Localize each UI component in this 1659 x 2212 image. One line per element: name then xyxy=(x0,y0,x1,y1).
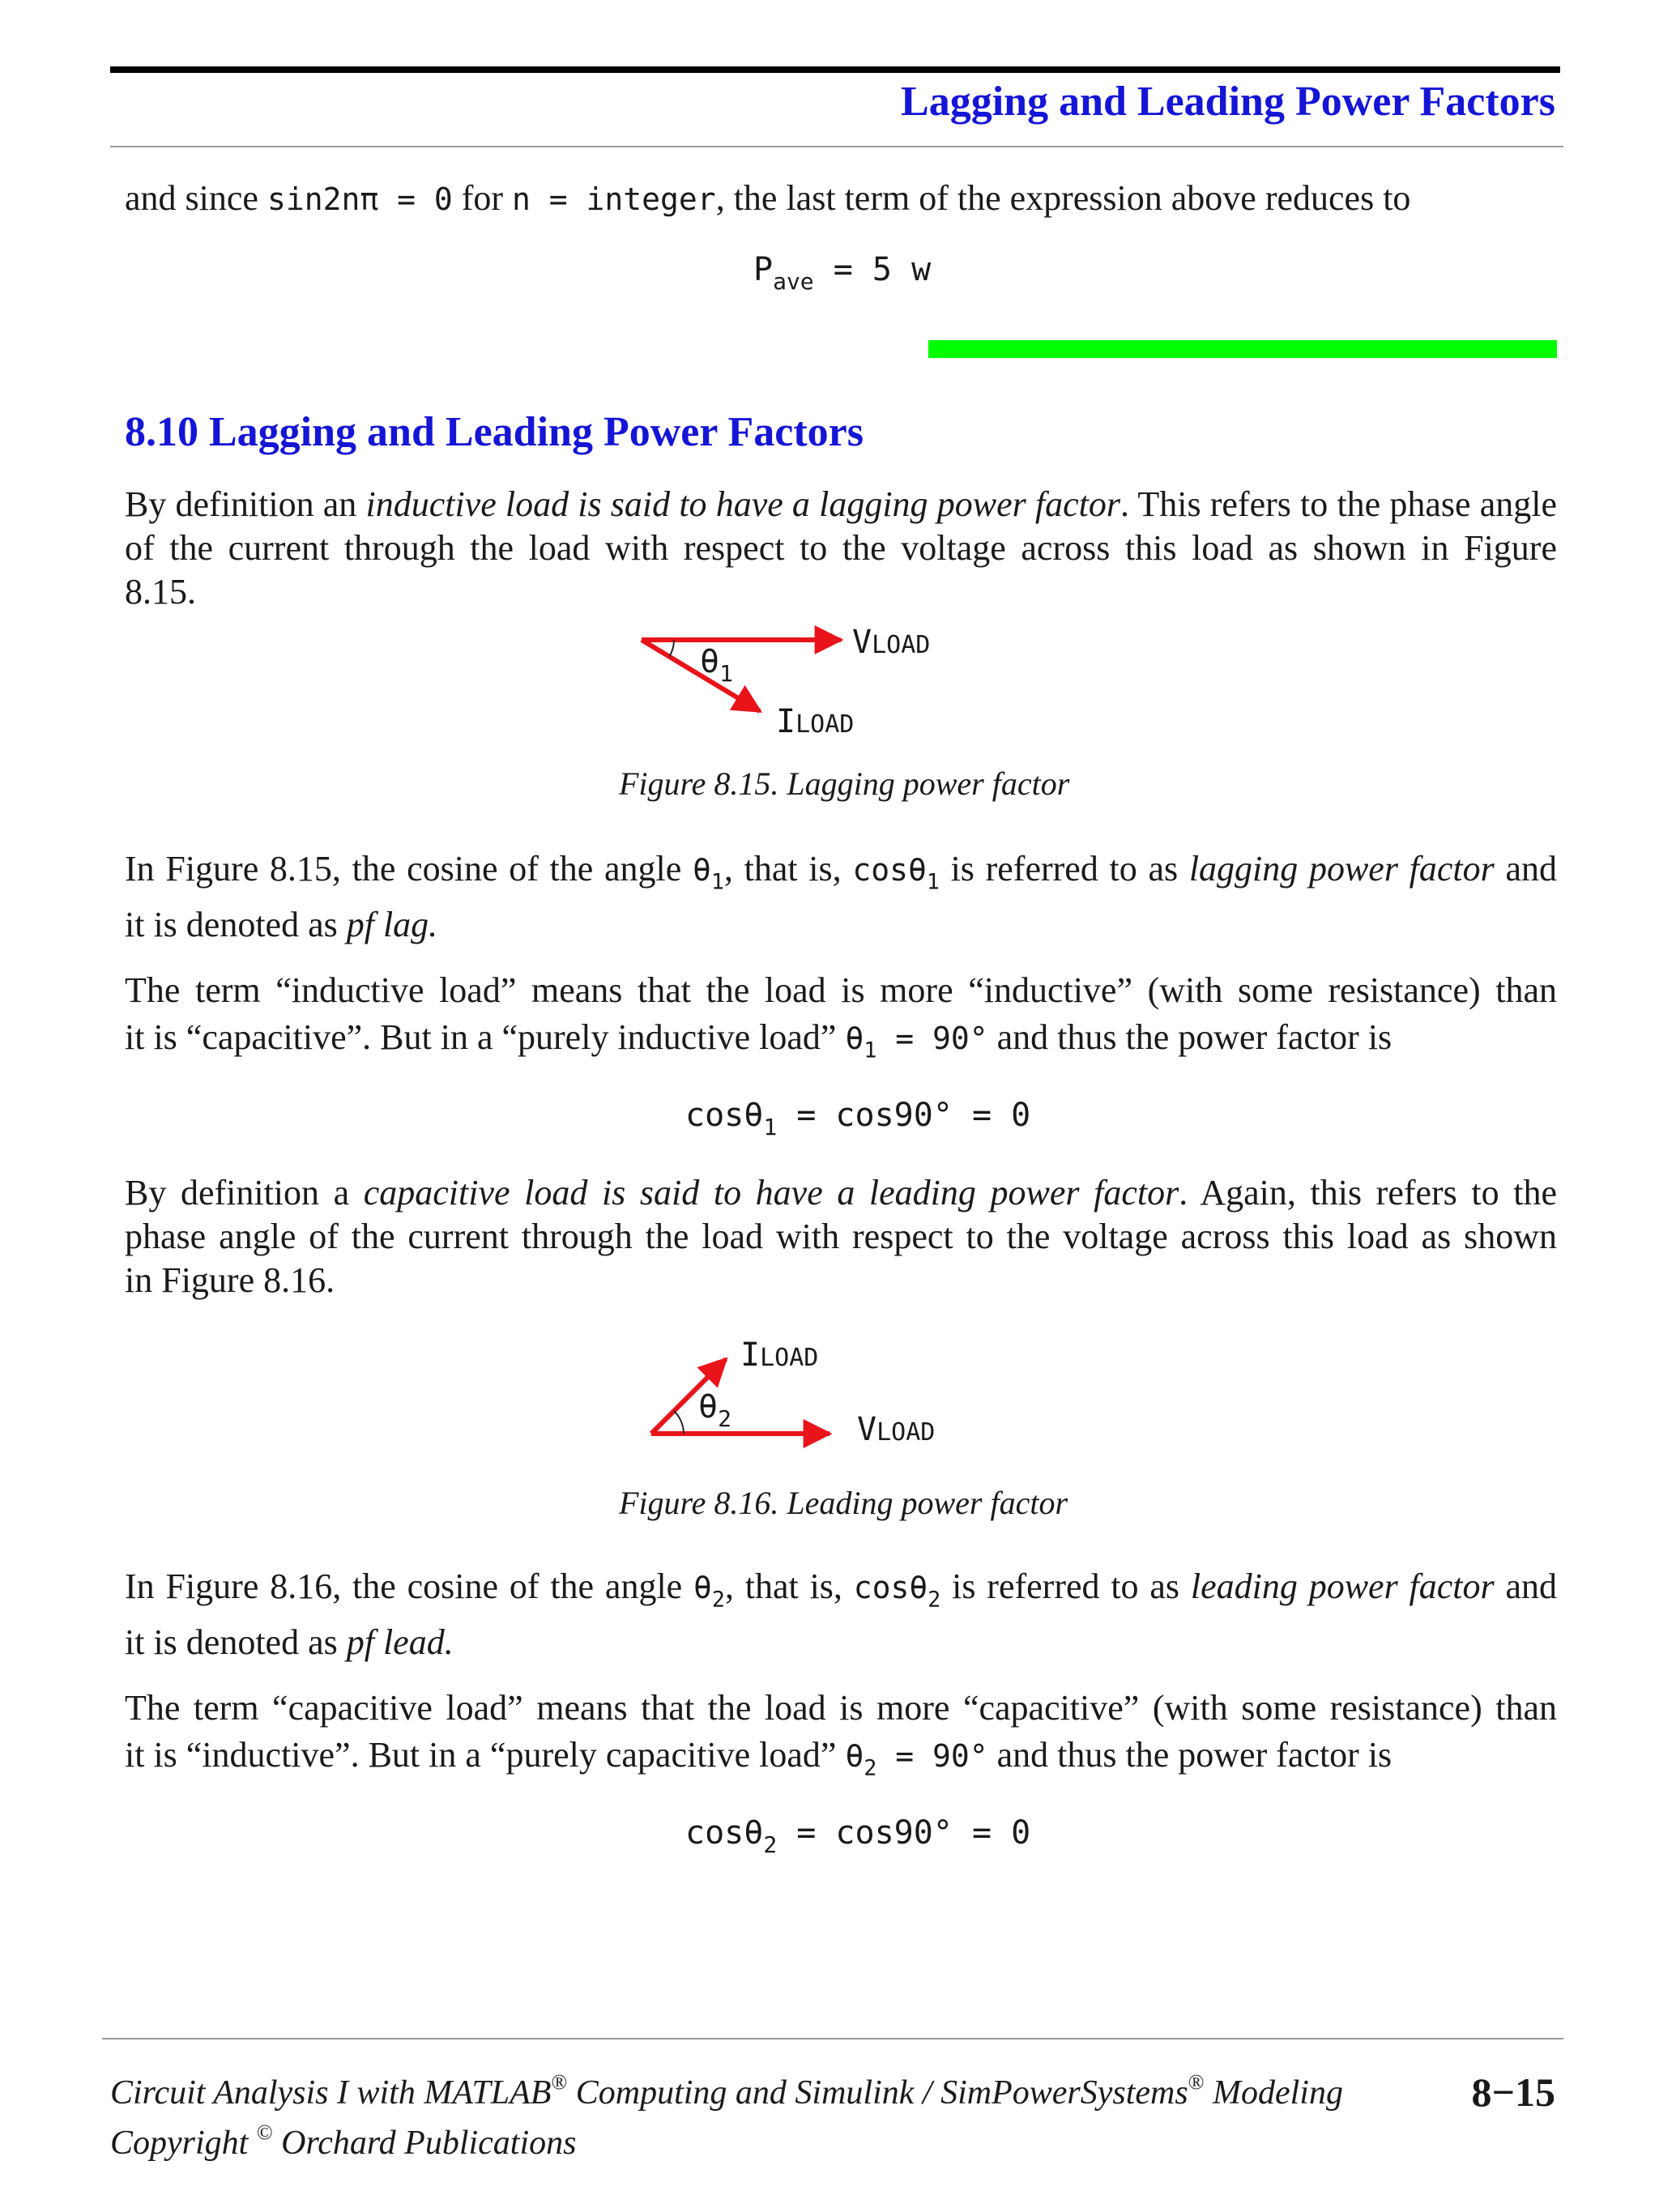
p3-theta-sub: 1 xyxy=(864,1038,877,1063)
footer-book-title xyxy=(110,2069,1343,2112)
p2-text: In Figure 8.15, the cosine of the angle xyxy=(125,849,693,889)
fig16-v: V xyxy=(857,1411,877,1448)
p5-line-2 xyxy=(125,1621,1557,1664)
fig16-i: I xyxy=(740,1336,761,1374)
p5-text-2: , that is, xyxy=(724,1566,854,1606)
p6-text-2: and thus the power factor is xyxy=(987,1735,1392,1775)
p3-theta: θ xyxy=(845,1021,864,1056)
header-rule-thin xyxy=(110,146,1563,147)
p5-italic: leading power factor xyxy=(1190,1566,1495,1606)
p3-line-1: The term “inductive load” means that the load is more “inductive” (with some resistance) than xyxy=(125,970,1557,1010)
fig15-i-label xyxy=(776,703,854,740)
registered-mark-2: ® xyxy=(1188,2069,1205,2094)
fig15-i: I xyxy=(776,703,796,740)
footer-title-2: Computing and Simulink / SimPowerSystems xyxy=(567,2074,1188,2112)
p4-italic: capacitive load is said to have a leading power factor xyxy=(363,1173,1179,1213)
p5-cos-sub: 2 xyxy=(928,1587,941,1613)
intro-text-1: and since xyxy=(125,178,258,218)
fig16-i-sub: LOAD xyxy=(760,1344,819,1372)
p5-text-4: and xyxy=(1494,1566,1558,1606)
p2-cos: cosθ xyxy=(852,852,927,888)
p4-text: By definition a xyxy=(125,1173,364,1213)
p5-theta-sub: 2 xyxy=(711,1587,725,1613)
p5-math-theta xyxy=(693,1570,725,1613)
p2-text-4: and xyxy=(1494,849,1558,889)
fig16-i-label xyxy=(740,1336,818,1374)
figure-8-15-caption: Figure 8.15. Lagging power factor xyxy=(619,765,1070,802)
paragraph-2 xyxy=(125,847,1557,947)
intro-line xyxy=(125,177,1410,221)
paragraph-4 xyxy=(125,1171,1557,1302)
p2-theta-sub: 1 xyxy=(710,869,724,895)
p3-text: it is “capacitive”. But in a “purely inductive load” xyxy=(125,1017,846,1057)
fig15-i-sub: LOAD xyxy=(795,710,855,739)
p1-line-2: of the current through the load with respect to the voltage across this load as shown in Figure xyxy=(125,528,1557,568)
figure-8-16-caption: Figure 8.16. Leading power factor xyxy=(619,1485,1068,1521)
p3-ninety: = 90° xyxy=(876,1021,988,1056)
eq-pave-rhs: = 5 w xyxy=(833,251,932,288)
fig16-v-sub: LOAD xyxy=(876,1418,936,1447)
p4-line-2: phase angle of the current through the load with respect to the voltage across this load as shown xyxy=(125,1217,1557,1256)
paragraph-6 xyxy=(125,1686,1557,1781)
running-head: Lagging and Leading Power Factors xyxy=(901,79,1555,125)
p1-italic: inductive load is said to have a lagging power factor xyxy=(365,484,1120,524)
eq-pave-sub: ave xyxy=(773,268,814,296)
p2-cos-sub: 1 xyxy=(926,869,940,895)
p1-text-2: . This refers to the phase angle xyxy=(1120,484,1557,524)
paragraph-1 xyxy=(125,483,1557,614)
fig16-v-label xyxy=(857,1411,935,1448)
p1-line-1 xyxy=(125,483,1557,526)
footer-rule xyxy=(102,2038,1563,2039)
equation-cos-theta-2 xyxy=(685,1814,1031,1859)
fig16-theta: θ xyxy=(698,1388,719,1426)
eq1-rhs: = cos90° = 0 xyxy=(777,1097,1031,1134)
footer-title-3: Modeling xyxy=(1204,2074,1343,2112)
p2-text-3: is referred to as xyxy=(939,849,1189,889)
p3-line-2 xyxy=(125,1016,1557,1063)
p6-theta: θ xyxy=(845,1738,864,1774)
p4-line-1 xyxy=(125,1171,1557,1215)
p2-text-2: , that is, xyxy=(723,849,853,889)
p5-line-1 xyxy=(125,1565,1558,1613)
publisher-text: Orchard Publications xyxy=(272,2125,577,2162)
p4-line-3: in Figure 8.16. xyxy=(125,1260,335,1300)
p2-text-5: it is denoted as xyxy=(125,905,347,944)
header-rule-thick xyxy=(110,66,1560,73)
p5-text-3: is referred to as xyxy=(940,1566,1191,1606)
p3-math xyxy=(845,1021,988,1063)
fig16-theta-label xyxy=(698,1388,731,1433)
paragraph-5 xyxy=(125,1565,1557,1664)
equation-pave xyxy=(753,251,932,296)
p2-line-2 xyxy=(125,903,1557,947)
p6-math xyxy=(845,1738,988,1781)
p6-line-2 xyxy=(125,1733,1557,1781)
eq2-sub: 2 xyxy=(763,1831,778,1859)
copyright-text: Copyright xyxy=(110,2125,249,2162)
eq1-lhs: cosθ xyxy=(685,1097,764,1134)
section-title: 8.10 Lagging and Leading Power Factors xyxy=(125,409,864,455)
fig15-theta: θ xyxy=(700,643,720,680)
eq2-lhs: cosθ xyxy=(685,1814,764,1852)
intro-text-2: for xyxy=(461,178,504,218)
fig15-v: V xyxy=(852,624,872,661)
p2-italic: lagging power factor xyxy=(1188,849,1495,889)
p6-line-1: The term “capacitive load” means that the load is more “capacitive” (with some resistance) than xyxy=(125,1688,1557,1728)
fig15-theta-sub: 1 xyxy=(719,660,733,688)
page-number: 8−15 xyxy=(1471,2069,1555,2115)
theta-1-arc xyxy=(669,640,674,657)
eq-pave-lhs: P xyxy=(753,251,774,288)
figure-8-16-diagram xyxy=(640,1345,1013,1466)
p5-text-5: it is denoted as xyxy=(125,1622,347,1662)
p1-text: By definition an xyxy=(125,484,366,524)
p2-line-1 xyxy=(125,847,1558,895)
intro-math-1: sin2nπ = 0 xyxy=(267,181,453,217)
fig15-v-label xyxy=(852,624,930,661)
p6-ninety: = 90° xyxy=(876,1738,988,1774)
copyright-mark: © xyxy=(256,2120,273,2144)
p2-italic-2: pf lag. xyxy=(346,905,438,944)
green-bar-marker xyxy=(928,340,1557,358)
p5-math-cos xyxy=(853,1570,941,1613)
equation-cos-theta-1 xyxy=(685,1097,1031,1141)
p3-text-2: and thus the power factor is xyxy=(987,1017,1392,1057)
p4-text-2: . Again, this refers to the xyxy=(1179,1173,1557,1213)
intro-math-2: n = integer xyxy=(512,181,716,217)
p5-theta: θ xyxy=(693,1570,712,1605)
intro-text-3: , the last term of the expression above reduces to xyxy=(715,178,1411,218)
eq2-rhs: = cos90° = 0 xyxy=(777,1814,1031,1852)
p2-math-theta xyxy=(693,852,724,895)
fig15-theta-label xyxy=(700,643,733,688)
p1-line-3: 8.15. xyxy=(125,572,196,612)
registered-mark-1: ® xyxy=(551,2069,568,2094)
paragraph-3 xyxy=(125,969,1557,1063)
p6-theta-sub: 2 xyxy=(864,1755,877,1781)
eq1-sub: 1 xyxy=(763,1114,778,1141)
p6-text: it is “inductive”. But in a “purely capacitive load” xyxy=(125,1735,846,1775)
fig15-v-sub: LOAD xyxy=(872,631,931,659)
footer-copyright xyxy=(110,2120,577,2163)
fig16-theta-sub: 2 xyxy=(718,1405,731,1433)
p2-math-cos xyxy=(852,852,940,895)
theta-2-arc xyxy=(674,1411,684,1434)
p2-theta: θ xyxy=(693,852,711,888)
p5-cos: cosθ xyxy=(853,1570,928,1605)
footer-title-1: Circuit Analysis I with MATLAB xyxy=(110,2074,552,2112)
p5-text: In Figure 8.16, the cosine of the angle xyxy=(125,1566,694,1606)
p5-italic-2: pf lead. xyxy=(346,1622,454,1662)
